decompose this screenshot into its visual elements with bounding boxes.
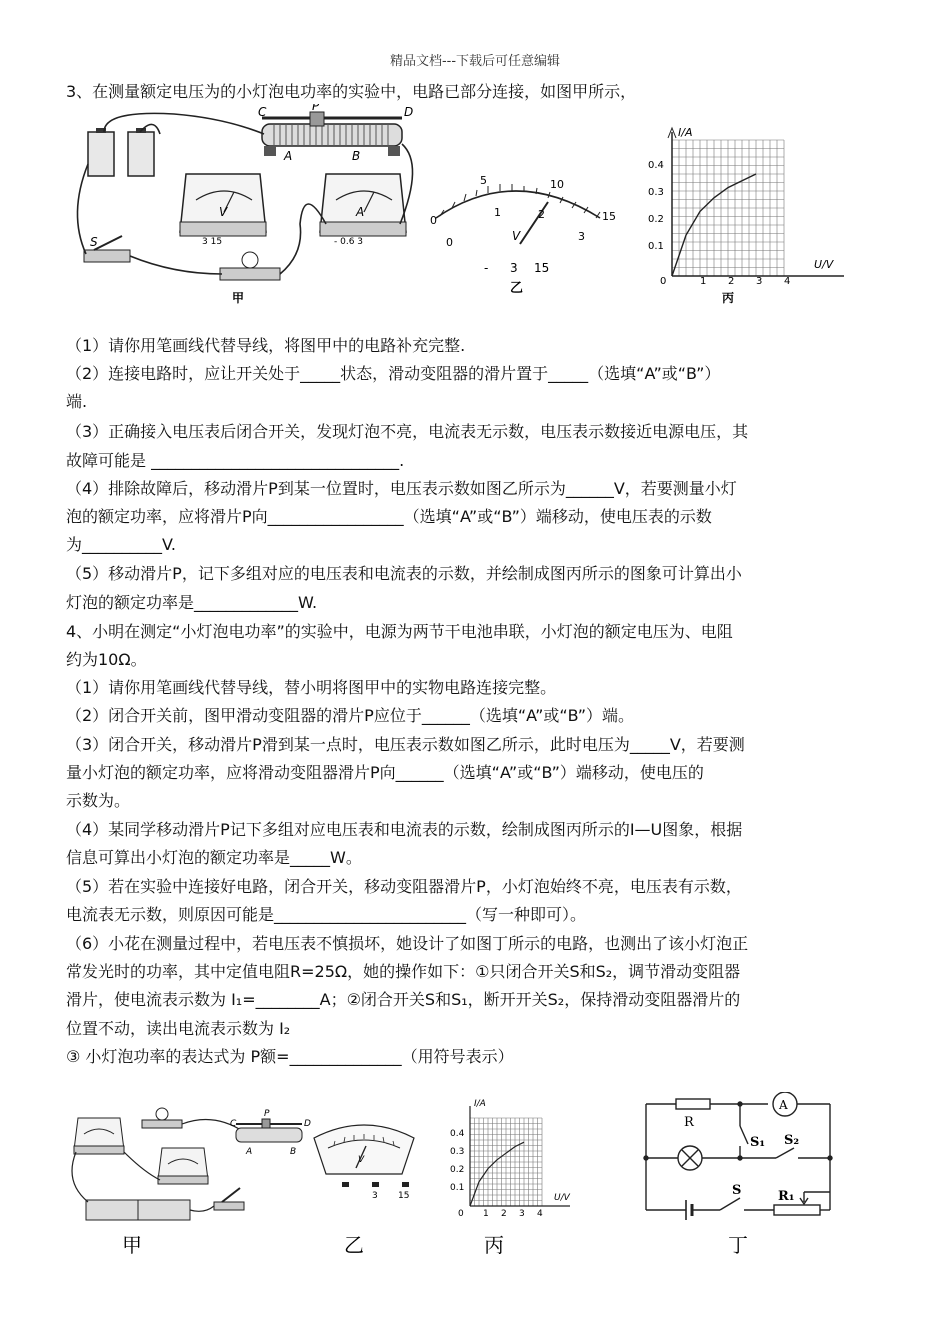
dial-label: 10: [550, 178, 564, 191]
graph-ytick: 0.1: [648, 241, 664, 252]
caption-bing: 丙: [484, 1233, 504, 1257]
dial-label: 5: [480, 174, 487, 187]
rheostat-label-a: A: [246, 1147, 253, 1157]
circuit-label-r1: R₁: [778, 1189, 795, 1204]
dial-unit: V: [512, 229, 521, 243]
q3-part1: （1）请你用笔画线代替导线，将图甲中的电路补充完整.: [66, 336, 466, 355]
rheostat-label-d: D: [404, 105, 414, 119]
graph-xtick: 4: [537, 1209, 543, 1219]
battery-icon: [88, 132, 114, 176]
circuit-label-a: A: [779, 1098, 788, 1112]
dial-label: 1: [494, 206, 501, 219]
graph-xtick: 3: [756, 276, 763, 287]
q4-part3c: 示数为。: [66, 791, 131, 810]
q3-part4a: （4）排除故障后，移动滑片P到某一位置时，电压表示数如图乙所示为______V，若要测量小灯: [66, 479, 737, 498]
q3-part2a: （2）连接电路时，应让开关处于_____状态，滑动变阻器的滑片置于_____（选填“A”或“B”）: [66, 364, 721, 383]
caption-ding: 丁: [728, 1233, 748, 1257]
graph-xlabel: U/V: [814, 258, 834, 271]
caption-yi: 乙: [344, 1233, 364, 1257]
figure-q3: [64, 104, 874, 312]
rheostat-label-a: A: [284, 149, 293, 163]
graph-ytick: 0.4: [450, 1129, 465, 1139]
circuit-jia: [77, 104, 413, 305]
q4-part6c: 滑片，使电流表示数为 I₁=________A；②闭合开关S和S₁，断开开关S₂，保持滑动变阻器滑片的: [66, 990, 741, 1009]
q4-part3b: 量小灯泡的额定功率，应将滑动变阻器滑片P向______（选填“A”或“B”）端移动，使电压的: [66, 763, 704, 782]
circuit-label-s1: S₁: [750, 1135, 766, 1150]
caption-jia: 甲: [122, 1233, 142, 1257]
caption-jia: 甲: [232, 291, 245, 305]
battery-icon: [128, 132, 154, 176]
graph-ytick: 0.2: [450, 1165, 465, 1175]
rheostat-label-c: C: [258, 105, 267, 119]
switch-s1-icon: [740, 1126, 748, 1144]
circuit-label-s2: S₂: [784, 1133, 800, 1148]
switch-s-icon: [720, 1198, 740, 1210]
graph-xtick: 0: [458, 1209, 464, 1219]
graph-xlabel: U/V: [554, 1193, 570, 1203]
figure-q4: [64, 1092, 854, 1264]
lamp-icon: [142, 1108, 182, 1128]
q4-part5a: （5）若在实验中连接好电路，闭合开关，移动变阻器滑片P，小灯泡始终不亮，电压表有示数，: [66, 877, 742, 896]
lamp-icon: [220, 252, 280, 280]
rheostat-r1-icon: [774, 1205, 820, 1215]
iu-graph-bing-2: [450, 1099, 571, 1257]
q4-part5b: 电流表无示数，则原因可能是________________________（写一种即可）。: [66, 905, 587, 924]
circuit-jia-2: [72, 1108, 311, 1257]
q3-part3a: （3）正确接入电压表后闭合开关，发现灯泡不亮，电流表无示数，电压表示数接近电源电压，其: [66, 422, 749, 441]
graph-ytick: 0.2: [648, 214, 664, 225]
dial-label: 2: [538, 208, 545, 221]
q3-part4b: 泡的额定功率，应将滑片P向_________________（选填“A”或“B”）端移动，使电压表的示数: [66, 507, 712, 526]
graph-ytick: 0.3: [450, 1147, 465, 1157]
rheostat-label-b: B: [290, 1147, 297, 1157]
graph-xtick: 0: [660, 276, 667, 287]
resistor-r-icon: [676, 1099, 710, 1109]
dial-label: 3: [578, 230, 585, 243]
caption-bing: 丙: [722, 291, 735, 305]
q4-part6d: 位置不动，读出电流表示数为 I₂: [66, 1019, 291, 1038]
graph-xtick: 2: [728, 276, 735, 287]
ammeter-label: A: [356, 205, 365, 219]
dial-terminal: -: [484, 261, 489, 275]
q4-part1: （1）请你用笔画线代替导线，替小明将图甲中的实物电路连接完整。: [66, 678, 557, 697]
graph-ylabel: I/A: [678, 126, 693, 139]
dial-label: 15: [602, 210, 616, 223]
graph-xtick: 3: [519, 1209, 525, 1219]
graph-ytick: 0.1: [450, 1183, 465, 1193]
q3-part5b: 灯泡的额定功率是_____________W.: [66, 593, 318, 612]
q4-part6b: 常发光时的功率，其中定值电阻R=25Ω，她的操作如下：①只闭合开关S和S₂，调节滑动变阻器: [66, 962, 741, 981]
ammeter-terminals: - 0.6 3: [334, 237, 364, 247]
q3-part5a: （5）移动滑片P，记下多组对应的电压表和电流表的示数，并绘制成图丙所示的图象可计算出小: [66, 564, 742, 583]
q3-part4c: 为__________V.: [66, 535, 176, 554]
voltmeter-icon: [158, 1148, 208, 1184]
dial-terminal: 3: [510, 261, 518, 275]
graph-xtick: 4: [784, 276, 791, 287]
graph-xtick: 2: [501, 1209, 507, 1219]
switch-label: S: [90, 235, 98, 249]
q3-part2b: 端.: [66, 392, 88, 411]
voltmeter-dial-yi: [430, 174, 616, 296]
rheostat-icon: [262, 112, 402, 156]
rheostat-icon: [236, 1119, 302, 1142]
dial-terminal: 15: [398, 1191, 410, 1201]
switch-icon: [214, 1188, 244, 1210]
battery-icon: [86, 1200, 190, 1220]
q4-part6a: （6）小花在测量过程中，若电压表不慎损坏，她设计了如图丁所示的电路，也测出了该小灯泡正: [66, 934, 749, 953]
q4-part2: （2）闭合开关前，图甲滑动变阻器的滑片P应位于______（选填“A”或“B”）端。: [66, 706, 635, 725]
rheostat-label-p: P: [264, 1109, 270, 1119]
rheostat-label-c: C: [230, 1119, 237, 1129]
q4-part4a: （4）某同学移动滑片P记下多组对应电压表和电流表的示数，绘制成图丙所示的I—U图象，根据: [66, 820, 743, 839]
q4-part3a: （3）闭合开关，移动滑片P滑到某一点时，电压表示数如图乙所示，此时电压为_____V，若要测: [66, 735, 745, 754]
dial-label: 0: [446, 236, 453, 249]
graph-xtick: 1: [700, 276, 707, 287]
voltmeter-terminals: 3 15: [202, 237, 223, 247]
ammeter-icon: [74, 1118, 124, 1154]
q4-title-b: 约为10Ω。: [66, 650, 147, 669]
q4-part7: ③ 小灯泡功率的表达式为 P额=______________（用符号表示）: [66, 1047, 514, 1066]
voltmeter-dial-yi-2: [314, 1125, 414, 1257]
circuit-ding: [644, 1092, 832, 1220]
caption-yi: 乙: [510, 281, 524, 296]
circuit-label-r: R: [684, 1115, 694, 1130]
page-header: 精品文档---下载后可任意编辑: [389, 54, 561, 69]
graph-ylabel: I/A: [474, 1099, 486, 1109]
dial-terminal: 15: [534, 261, 550, 275]
q3-part3b: 故障可能是 _______________________________.: [66, 451, 405, 470]
graph-ytick: 0.3: [648, 187, 664, 198]
dial-unit: V: [358, 1155, 365, 1165]
dial-terminal: 3: [372, 1191, 378, 1201]
dial-label: 0: [430, 214, 437, 227]
rheostat-label-p: P: [312, 104, 320, 113]
q4-part4b: 信息可算出小灯泡的额定功率是_____W。: [66, 848, 362, 867]
graph-ytick: 0.4: [648, 160, 664, 171]
rheostat-label-d: D: [304, 1119, 311, 1129]
circuit-label-s: S: [732, 1183, 742, 1198]
rheostat-label-b: B: [352, 149, 361, 163]
switch-s2-icon: [776, 1148, 794, 1158]
q4-title-a: 4、小明在测定“小灯泡电功率”的实验中，电源为两节干电池串联，小灯泡的额定电压为、电阻: [66, 622, 733, 641]
iu-graph-bing: [648, 126, 844, 305]
q3-title: 3、在测量额定电压为的小灯泡电功率的实验中，电路已部分连接，如图甲所示，: [66, 82, 637, 101]
graph-xtick: 1: [483, 1209, 489, 1219]
voltmeter-label: V: [219, 205, 228, 219]
